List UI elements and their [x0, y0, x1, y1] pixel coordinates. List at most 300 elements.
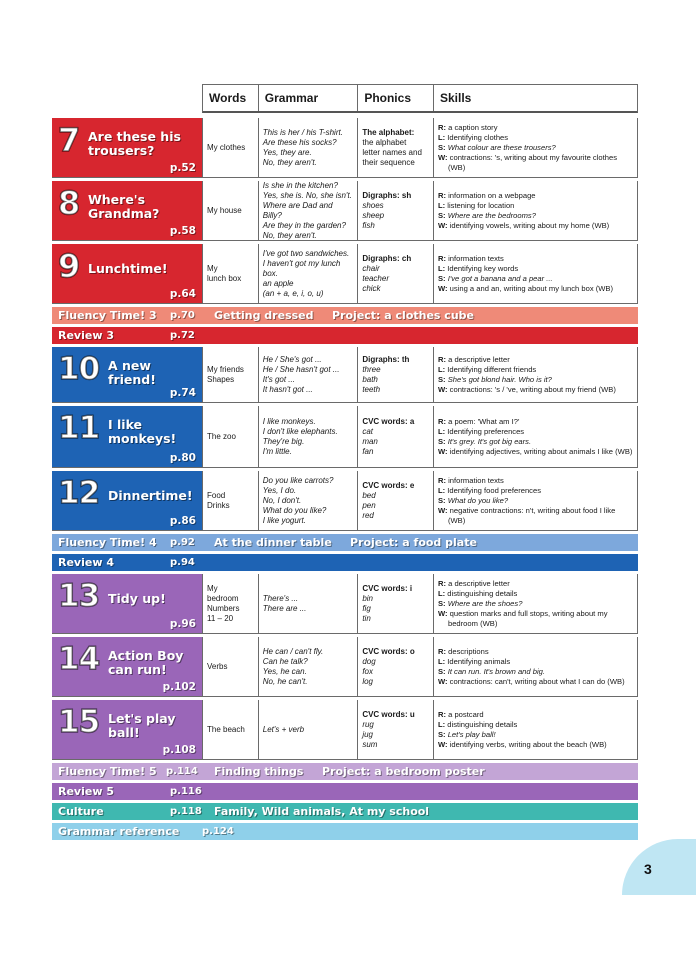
skill-text: identifying vowels, writing about my home (WB) [449, 220, 610, 230]
skill-key: R: [437, 709, 446, 719]
grammar-line: No, I don't. [262, 495, 302, 505]
grammar-cell [259, 406, 359, 467]
phonics-cell [358, 406, 434, 467]
phonics-title: CVC words: u [362, 709, 415, 719]
unit-title-line-1: Are these his [88, 129, 181, 144]
grammar-line: They're big. [262, 436, 305, 446]
words-cell [203, 181, 259, 240]
grammar-line: There's ... [262, 593, 299, 603]
phonics-item: rug [362, 719, 374, 729]
grammar-line: He can / can't fly. [262, 646, 324, 656]
skill-key: L: [437, 719, 446, 729]
words-cell [203, 118, 259, 177]
phonics-item: red [362, 510, 374, 520]
unit-title-line-1: Where's [88, 192, 146, 207]
phonics-item: fox [362, 666, 373, 676]
grammar-line: There are ... [262, 603, 307, 613]
skill-key: W: [437, 676, 448, 686]
table-of-contents [52, 84, 638, 843]
band-page: p.70 [170, 310, 195, 321]
skill-text: It can run. It's brown and big. [447, 666, 545, 676]
page-number: 3 [644, 861, 652, 877]
grammar-line: Yes, he can. [262, 666, 307, 676]
grammar-line: I like monkeys. [262, 416, 316, 426]
phonics-title: Digraphs: th [362, 354, 410, 364]
skill-text: It's grey. It's got big ears. [447, 436, 532, 446]
unit-title-line-1: I like [108, 417, 143, 432]
grammar-line: Where are Dad and Billy? [262, 200, 333, 220]
skill-key: W: [437, 608, 448, 618]
skill-text: using a and an, writing about my lunch box (WB) [449, 283, 614, 293]
band-project: Project: a bedroom poster [322, 765, 485, 778]
unit-title [108, 649, 183, 677]
skill-line [438, 496, 633, 506]
unit-title-line-1: Dinnertime! [108, 488, 193, 503]
skill-line [438, 211, 633, 221]
band-label: Fluency Time! 5 [58, 765, 157, 778]
grammar-line: Are they in the garden? [262, 220, 346, 230]
skill-line [438, 657, 633, 667]
skill-line [438, 355, 633, 365]
skill-key: L: [437, 132, 446, 142]
unit-number: 9 [58, 247, 81, 285]
skill-line [438, 385, 633, 395]
unit-tile [52, 637, 202, 696]
skill-line [438, 720, 633, 730]
skill-line [438, 264, 633, 274]
skill-text: question marks and full stops, writing about my bedroom (WB) [447, 608, 608, 628]
unit-tile [52, 118, 202, 177]
review-3-band [52, 327, 638, 344]
skill-line [438, 579, 633, 589]
units-group-2 [52, 347, 638, 531]
unit-page: p.52 [169, 162, 196, 174]
grammar-line: He / She's got ... [262, 354, 322, 364]
skill-text: a poem: 'What am I?' [448, 416, 520, 426]
unit-page: p.96 [169, 618, 196, 630]
phonics-item: man [362, 436, 378, 446]
band-page: p.94 [170, 557, 195, 568]
skill-text: descriptions [448, 646, 489, 656]
skill-line [438, 254, 633, 264]
phonics-cell [358, 471, 434, 530]
unit-row-13 [52, 574, 638, 634]
skill-key: R: [437, 475, 446, 485]
band-page: p.114 [166, 766, 198, 777]
words-line: lunch box [207, 273, 242, 283]
grammar-cell [259, 244, 359, 303]
skill-line [438, 710, 633, 720]
phonics-cell [358, 700, 434, 759]
band-topic: At the dinner table [214, 536, 332, 549]
unit-row-8 [52, 181, 638, 241]
grammar-line: It's got ... [262, 374, 295, 384]
phonics-item: teacher [362, 273, 389, 283]
skill-text: information texts [448, 253, 504, 263]
skill-line [438, 191, 633, 201]
words-line: 11 – 20 [207, 613, 234, 623]
unit-cells [202, 574, 638, 633]
phonics-title: Digraphs: sh [362, 190, 412, 200]
skill-key: W: [437, 446, 448, 456]
phonics-item: dog [362, 656, 376, 666]
unit-title-line-1: Action Boy [108, 648, 184, 663]
skill-key: L: [437, 656, 446, 666]
words-line: Numbers [207, 603, 240, 613]
grammar-line: Do you like carrots? [262, 475, 334, 485]
skill-text: information texts [448, 475, 504, 485]
phonics-item: bin [362, 593, 373, 603]
unit-tile [52, 244, 202, 303]
unit-title [108, 489, 193, 503]
skill-key: R: [437, 416, 446, 426]
grammar-line: I'm little. [262, 446, 292, 456]
words-line: My [207, 263, 218, 273]
skill-key: R: [437, 253, 446, 263]
band-label: Review 4 [58, 556, 114, 569]
phonics-item: teeth [362, 384, 381, 394]
unit-title-line-2: can run! [108, 662, 167, 677]
skill-key: L: [437, 263, 446, 273]
skills-cell [434, 244, 637, 303]
skill-line [438, 447, 633, 457]
words-line: The beach [207, 724, 245, 734]
grammar-line: an apple [262, 278, 294, 288]
skill-key: L: [437, 200, 446, 210]
phonics-item: three [362, 364, 381, 374]
unit-tile [52, 700, 202, 759]
grammar-line: Yes, I do. [262, 485, 297, 495]
words-line: Food [207, 490, 226, 500]
phonics-cell [358, 118, 434, 177]
header-grammar: Grammar [259, 85, 359, 111]
unit-title-line-2: monkeys! [108, 431, 177, 446]
grammar-line: Can he talk? [262, 656, 308, 666]
band-page: p.72 [170, 330, 195, 341]
skill-text: a postcard [448, 709, 484, 719]
unit-row-9 [52, 244, 638, 304]
skill-key: L: [437, 364, 446, 374]
skills-cell [434, 347, 637, 402]
skill-text: What colour are these trousers? [447, 142, 556, 152]
skill-key: W: [437, 505, 448, 515]
band-label: Grammar reference [58, 825, 180, 838]
grammar-cell [259, 471, 359, 530]
skill-line [438, 730, 633, 740]
skill-text: a caption story [448, 122, 498, 132]
skill-key: S: [437, 142, 446, 152]
skill-text: contractions: 's, writing about my favourite clothes (WB) [447, 152, 617, 172]
skill-line [438, 740, 633, 750]
words-line: My friends [207, 364, 244, 374]
phonics-title: The alphabet: [362, 127, 415, 137]
skill-key: S: [437, 729, 446, 739]
unit-page: p.108 [162, 744, 196, 756]
skill-line [438, 284, 633, 294]
band-label: Review 5 [58, 785, 114, 798]
unit-number: 14 [58, 641, 100, 677]
page-number-tab [622, 839, 696, 895]
skills-cell [434, 406, 637, 467]
phonics-item: sheep [362, 210, 385, 220]
skill-text: Where are the bedrooms? [447, 210, 536, 220]
skill-key: L: [437, 426, 446, 436]
words-cell [203, 244, 259, 303]
unit-row-14 [52, 637, 638, 697]
skill-line [438, 647, 633, 657]
grammar-cell [259, 574, 359, 633]
grammar-line: I haven't got my lunch [262, 258, 341, 268]
skill-text: What do you like? [447, 495, 509, 505]
phonics-item: bed [362, 490, 376, 500]
skill-text: I've got a banana and a pear ... [447, 273, 553, 283]
skill-text: distinguishing details [447, 588, 518, 598]
skill-line [438, 221, 633, 231]
words-line: Drinks [207, 500, 230, 510]
skill-key: S: [437, 598, 446, 608]
grammar-line: No, they aren't. [262, 230, 317, 240]
words-line: My clothes [207, 142, 246, 152]
phonics-item: fig [362, 603, 371, 613]
unit-tile [52, 574, 202, 633]
band-project: Project: a clothes cube [332, 309, 474, 322]
unit-title-line-2: Grandma? [88, 206, 160, 221]
unit-title [88, 193, 159, 221]
skill-line [438, 437, 633, 447]
unit-cells [202, 637, 638, 696]
skill-line [438, 677, 633, 687]
skill-line [438, 133, 633, 143]
phonics-title: CVC words: a [362, 416, 415, 426]
grammar-cell [259, 347, 359, 402]
band-label: Review 3 [58, 329, 114, 342]
skill-line [438, 365, 633, 375]
unit-cells [202, 406, 638, 467]
skill-key: R: [437, 646, 446, 656]
skill-key: S: [437, 495, 446, 505]
skill-line [438, 274, 633, 284]
words-cell [203, 574, 259, 633]
unit-tile [52, 347, 202, 402]
phonics-cell [358, 244, 434, 303]
band-page: p.124 [202, 826, 234, 837]
skill-text: a descriptive letter [448, 578, 510, 588]
unit-tile [52, 181, 202, 240]
phonics-item: fan [362, 446, 374, 456]
skill-line [438, 599, 633, 609]
grammar-line: No, he can't. [262, 676, 308, 686]
unit-page: p.58 [169, 225, 196, 237]
phonics-title: Digraphs: ch [362, 253, 412, 263]
phonics-item: log [362, 676, 373, 686]
phonics-title: CVC words: o [362, 646, 415, 656]
column-header-row [202, 84, 638, 113]
skill-text: identifying verbs, writing about the beach (WB) [449, 739, 607, 749]
culture-band [52, 803, 638, 820]
unit-page: p.80 [169, 452, 196, 464]
unit-title [108, 712, 175, 740]
skill-line [438, 486, 633, 496]
words-line: bedroom [207, 593, 239, 603]
grammar-cell [259, 700, 359, 759]
header-words: Words [203, 85, 259, 111]
unit-title [88, 262, 168, 276]
unit-number: 12 [58, 475, 100, 511]
skill-line [438, 201, 633, 211]
phonics-cell [358, 181, 434, 240]
phonics-item: pen [362, 500, 376, 510]
phonics-item: the alphabet [362, 137, 407, 147]
phonics-item: bath [362, 374, 378, 384]
units-group-3 [52, 574, 638, 760]
skill-text: distinguishing details [447, 719, 518, 729]
band-label: Fluency Time! 4 [58, 536, 157, 549]
grammar-line: He / She hasn't got ... [262, 364, 340, 374]
skill-key: S: [437, 436, 446, 446]
review-4-band [52, 554, 638, 571]
unit-title-line-2: trousers? [88, 143, 155, 158]
words-line: My [207, 583, 218, 593]
grammar-line: What do you like? [262, 505, 327, 515]
skill-key: S: [437, 374, 446, 384]
unit-row-7 [52, 118, 638, 178]
header-phonics: Phonics [358, 85, 434, 111]
unit-cells [202, 244, 638, 303]
band-topic: Finding things [214, 765, 304, 778]
skill-text: She's got blond hair. Who is it? [447, 374, 552, 384]
band-label: Fluency Time! 3 [58, 309, 157, 322]
skills-cell [434, 471, 637, 530]
unit-cells [202, 347, 638, 402]
grammar-reference-band [52, 823, 638, 840]
skill-text: Identifying key words [447, 263, 519, 273]
unit-number: 11 [58, 410, 100, 446]
skill-key: L: [437, 485, 446, 495]
phonics-item: letter names and [362, 147, 422, 157]
header-skills: Skills [439, 91, 472, 105]
phonics-item: their sequence [362, 157, 415, 167]
unit-cells [202, 118, 638, 177]
grammar-line: Are these his socks? [262, 137, 337, 147]
phonics-item: jug [362, 729, 373, 739]
skill-text: Identifying preferences [447, 426, 525, 436]
unit-title-line-2: ball! [108, 725, 140, 740]
unit-cells [202, 471, 638, 530]
skill-key: W: [437, 384, 448, 394]
unit-title-line-2: friend! [108, 372, 156, 387]
phonics-item: fish [362, 220, 375, 230]
band-topic: Getting dressed [214, 309, 314, 322]
grammar-line: Let's + verb [262, 724, 305, 734]
words-line: The zoo [207, 431, 236, 441]
unit-row-15 [52, 700, 638, 760]
skill-line [438, 667, 633, 677]
grammar-cell [259, 637, 359, 696]
skill-line [438, 153, 633, 173]
grammar-line: It hasn't got ... [262, 384, 313, 394]
unit-number: 7 [58, 121, 81, 159]
skill-text: identifying adjectives, writing about animals I like (WB) [449, 446, 633, 456]
fluency-time-5-band [52, 763, 638, 780]
unit-row-10 [52, 347, 638, 403]
words-cell [203, 406, 259, 467]
skill-key: R: [437, 190, 446, 200]
skill-line [438, 375, 633, 385]
skills-cell [434, 181, 637, 240]
grammar-line: box. [262, 268, 278, 278]
band-page: p.92 [170, 537, 195, 548]
unit-title [88, 130, 181, 158]
skill-line [438, 476, 633, 486]
words-cell [203, 347, 259, 402]
unit-row-12 [52, 471, 638, 531]
phonics-item: chick [362, 283, 381, 293]
unit-number: 13 [58, 578, 100, 614]
phonics-title: CVC words: i [362, 583, 413, 593]
grammar-line: I don't like elephants. [262, 426, 338, 436]
phonics-cell [358, 574, 434, 633]
words-line: Verbs [207, 661, 228, 671]
grammar-cell [259, 181, 359, 240]
grammar-line: Yes, they are. [262, 147, 312, 157]
phonics-item: tin [362, 613, 371, 623]
grammar-line: (an + a, e, i, o, u) [262, 288, 324, 298]
skill-text: contractions: 's / 've, writing about my friend (WB) [449, 384, 616, 394]
skill-text: Let's play ball! [447, 729, 496, 739]
skill-line [438, 609, 633, 629]
phonics-item: sum [362, 739, 378, 749]
unit-page: p.86 [169, 515, 196, 527]
skill-key: R: [437, 354, 446, 364]
unit-title [108, 592, 166, 606]
unit-tile [52, 406, 202, 467]
skill-text: Where are the shoes? [447, 598, 523, 608]
unit-tile [52, 471, 202, 530]
skill-key: L: [437, 588, 446, 598]
words-cell [203, 471, 259, 530]
skill-key: W: [437, 739, 448, 749]
skill-line [438, 143, 633, 153]
fluency-time-4-band [52, 534, 638, 551]
unit-title-line-1: Lunchtime! [88, 261, 168, 276]
unit-number: 8 [58, 184, 81, 222]
phonics-item: chair [362, 263, 380, 273]
skill-key: S: [437, 273, 446, 283]
band-project: Project: a food plate [350, 536, 477, 549]
grammar-line: This is her / his T-shirt. [262, 127, 343, 137]
skill-text: Identifying food preferences [447, 485, 541, 495]
band-label: Culture [58, 805, 104, 818]
unit-page: p.102 [162, 681, 196, 693]
unit-number: 10 [58, 351, 100, 387]
fluency-time-3-band [52, 307, 638, 324]
grammar-line: Is she in the kitchen? [262, 180, 338, 190]
unit-number: 15 [58, 704, 100, 740]
skills-cell [434, 700, 637, 759]
skill-text: contractions: can't, writing about what I can do (WB) [449, 676, 625, 686]
skill-text: listening for location [447, 200, 515, 210]
skill-line [438, 123, 633, 133]
words-cell [203, 700, 259, 759]
units-group-1 [52, 118, 638, 304]
phonics-item: cat [362, 426, 373, 436]
unit-page: p.64 [169, 288, 196, 300]
grammar-line: I like yogurt. [262, 515, 306, 525]
skill-key: W: [437, 152, 448, 162]
unit-title-line-1: Let's play [108, 711, 176, 726]
skill-text: negative contractions: n't, writing about food I like (WB) [447, 505, 616, 525]
grammar-line: No, they aren't. [262, 157, 317, 167]
